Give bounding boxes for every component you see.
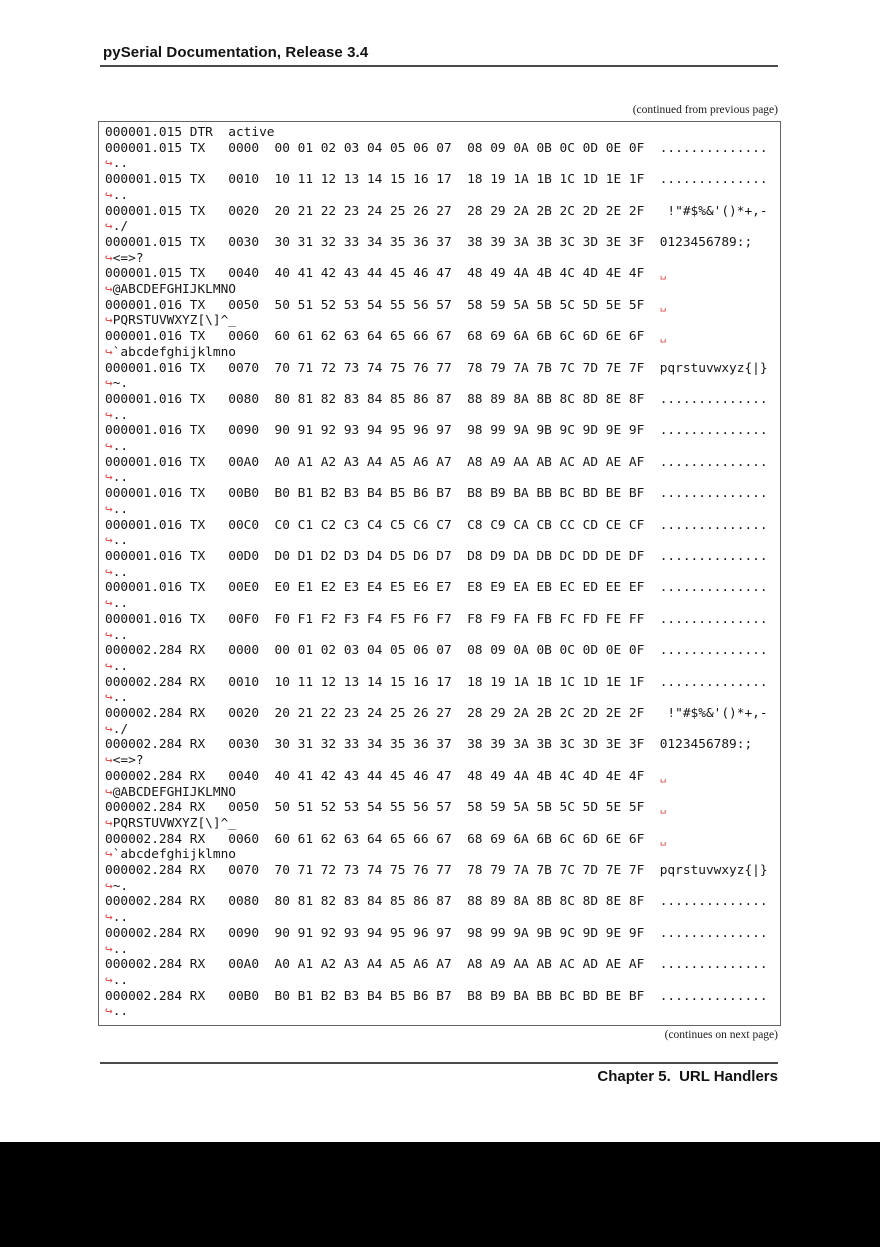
code-wrap-text: .. [112, 533, 129, 549]
continued-from-previous-page-note: (continued from previous page) [632, 104, 778, 116]
code-wrap-line [105, 376, 780, 392]
code-wrap-text: .. [112, 439, 129, 455]
code-line [105, 518, 780, 534]
line-wrap-arrow-icon: ↪ [105, 847, 113, 863]
code-line [105, 125, 780, 141]
code-line [105, 926, 780, 942]
line-wrap-arrow-icon: ↪ [105, 282, 113, 298]
header-rule [100, 65, 778, 67]
code-line [105, 235, 780, 251]
code-line-text: 000001.015 TX 0000 00 01 02 03 04 05 06 07 08 09 0A 0B 0C 0D 0E 0F .............. [105, 140, 768, 156]
code-line [105, 612, 780, 628]
code-line-text: 000001.015 TX 0020 20 21 22 23 24 25 26 27 28 29 2A 2B 2C 2D 2E 2F !"#$%&'()*+,- [105, 203, 768, 219]
code-wrap-line [105, 847, 780, 863]
line-wrap-arrow-icon: ↪ [105, 533, 113, 549]
line-wrap-arrow-icon: ↪ [105, 187, 113, 203]
visible-space-marker-icon: ␣ [659, 330, 667, 344]
code-line [105, 361, 780, 377]
code-line [105, 832, 780, 848]
code-wrap-line [105, 219, 780, 235]
code-wrap-line [105, 188, 780, 204]
code-line [105, 800, 780, 816]
visible-space-marker-icon: ␣ [659, 832, 667, 846]
code-line-text: 000001.016 TX 0060 60 61 62 63 64 65 66 67 68 69 6A 6B 6C 6D 6E 6F [105, 329, 660, 345]
code-wrap-line [105, 910, 780, 926]
code-wrap-text: PQRSTUVWXYZ[\]^_ [112, 313, 236, 329]
code-line [105, 643, 780, 659]
line-wrap-arrow-icon: ↪ [105, 596, 113, 612]
code-wrap-text: .. [112, 690, 129, 706]
chapter-footer-label: Chapter 5. URL Handlers [597, 1068, 778, 1085]
code-wrap-text: <=>? [112, 753, 144, 769]
code-wrap-line [105, 785, 780, 801]
code-wrap-text: .. [112, 972, 129, 988]
code-line-text: 000001.016 TX 00D0 D0 D1 D2 D3 D4 D5 D6 D7 D8 D9 DA DB DC DD DE DF .............. [105, 548, 768, 564]
code-line [105, 706, 780, 722]
code-line [105, 486, 780, 502]
code-line-text: 000001.015 DTR active [105, 125, 275, 140]
code-line-text: 000002.284 RX 0090 90 91 92 93 94 95 96 97 98 99 9A 9B 9C 9D 9E 9F .............. [105, 925, 768, 941]
line-wrap-arrow-icon: ↪ [105, 313, 113, 329]
line-wrap-arrow-icon: ↪ [105, 470, 113, 486]
code-line [105, 423, 780, 439]
line-wrap-arrow-icon: ↪ [105, 721, 113, 737]
code-wrap-text: .. [112, 564, 129, 580]
code-wrap-line [105, 973, 780, 989]
code-line [105, 204, 780, 220]
line-wrap-arrow-icon: ↪ [105, 250, 113, 266]
line-wrap-arrow-icon: ↪ [105, 658, 113, 674]
code-wrap-line [105, 313, 780, 329]
code-wrap-line [105, 816, 780, 832]
line-wrap-arrow-icon: ↪ [105, 439, 113, 455]
line-wrap-arrow-icon: ↪ [105, 627, 113, 643]
code-line-text: 000001.015 TX 0030 30 31 32 33 34 35 36 37 38 39 3A 3B 3C 3D 3E 3F 0123456789:; [105, 234, 753, 250]
code-line [105, 172, 780, 188]
code-wrap-text: ./ [112, 219, 129, 235]
code-line-text: 000001.015 TX 0040 40 41 42 43 44 45 46 47 48 49 4A 4B 4C 4D 4E 4F [105, 266, 660, 282]
code-wrap-line [105, 345, 780, 361]
code-wrap-text: ~. [112, 878, 129, 894]
code-line [105, 141, 780, 157]
line-wrap-arrow-icon: ↪ [105, 878, 113, 894]
code-line-text: 000001.016 TX 00A0 A0 A1 A2 A3 A4 A5 A6 A7 A8 A9 AA AB AC AD AE AF .............. [105, 454, 768, 470]
code-wrap-text: .. [112, 407, 129, 423]
code-wrap-text: .. [112, 1004, 129, 1020]
code-line [105, 455, 780, 471]
line-wrap-arrow-icon: ↪ [105, 564, 113, 580]
code-line-text: 000002.284 RX 0080 80 81 82 83 84 85 86 87 88 89 8A 8B 8C 8D 8E 8F .............. [105, 894, 768, 910]
code-wrap-line [105, 659, 780, 675]
code-wrap-text: PQRSTUVWXYZ[\]^_ [112, 815, 236, 831]
visible-space-marker-icon: ␣ [659, 769, 667, 783]
code-wrap-text: <=>? [112, 250, 144, 266]
code-line [105, 549, 780, 565]
code-wrap-text: .. [112, 596, 129, 612]
code-line [105, 957, 780, 973]
code-wrap-text: .. [112, 658, 129, 674]
code-line [105, 737, 780, 753]
code-line-text: 000002.284 RX 0020 20 21 22 23 24 25 26 27 28 29 2A 2B 2C 2D 2E 2F !"#$%&'()*+,- [105, 706, 768, 722]
code-wrap-line [105, 722, 780, 738]
code-line [105, 894, 780, 910]
code-line-text: 000002.284 RX 0060 60 61 62 63 64 65 66 67 68 69 6A 6B 6C 6D 6E 6F [105, 831, 660, 847]
code-wrap-text: .. [112, 501, 129, 517]
code-wrap-text: .. [112, 470, 129, 486]
code-wrap-line [105, 470, 780, 486]
code-line [105, 392, 780, 408]
line-wrap-arrow-icon: ↪ [105, 219, 113, 235]
code-line-text: 000002.284 RX 00B0 B0 B1 B2 B3 B4 B5 B6 B7 B8 B9 BA BB BC BD BE BF .............. [105, 988, 768, 1004]
code-wrap-text: .. [112, 187, 129, 203]
code-wrap-line [105, 1004, 780, 1020]
code-line-text: 000001.016 TX 0090 90 91 92 93 94 95 96 97 98 99 9A 9B 9C 9D 9E 9F .............. [105, 423, 768, 439]
code-line-text: 000001.016 TX 00F0 F0 F1 F2 F3 F4 F5 F6 F7 F8 F9 FA FB FC FD FE FF .............. [105, 611, 768, 627]
code-line [105, 329, 780, 345]
code-line-text: 000001.016 TX 0070 70 71 72 73 74 75 76 77 78 79 7A 7B 7C 7D 7E 7F pqrstuvwxyz{|} [105, 360, 768, 376]
line-wrap-arrow-icon: ↪ [105, 344, 113, 360]
code-line [105, 298, 780, 314]
line-wrap-arrow-icon: ↪ [105, 407, 113, 423]
code-line-text: 000002.284 RX 0070 70 71 72 73 74 75 76 77 78 79 7A 7B 7C 7D 7E 7F pqrstuvwxyz{|} [105, 863, 768, 879]
line-wrap-arrow-icon: ↪ [105, 156, 113, 172]
code-wrap-line [105, 408, 780, 424]
line-wrap-arrow-icon: ↪ [105, 501, 113, 517]
line-wrap-arrow-icon: ↪ [105, 784, 113, 800]
code-wrap-line [105, 942, 780, 958]
code-line [105, 266, 780, 282]
code-wrap-line [105, 596, 780, 612]
code-wrap-text: .. [112, 910, 129, 926]
code-line-text: 000002.284 RX 0030 30 31 32 33 34 35 36 37 38 39 3A 3B 3C 3D 3E 3F 0123456789:; [105, 737, 753, 753]
footer-rule [100, 1062, 778, 1064]
line-wrap-arrow-icon: ↪ [105, 815, 113, 831]
code-wrap-text: `abcdefghijklmno [112, 344, 236, 360]
code-wrap-line [105, 879, 780, 895]
code-line-text: 000002.284 RX 0000 00 01 02 03 04 05 06 07 08 09 0A 0B 0C 0D 0E 0F .............. [105, 643, 768, 659]
code-wrap-text: .. [112, 627, 129, 643]
visible-space-marker-icon: ␣ [659, 298, 667, 312]
line-wrap-arrow-icon: ↪ [105, 910, 113, 926]
code-wrap-text: ./ [112, 721, 129, 737]
continues-on-next-page-note: (continues on next page) [664, 1029, 778, 1041]
code-line-text: 000002.284 RX 0040 40 41 42 43 44 45 46 47 48 49 4A 4B 4C 4D 4E 4F [105, 768, 660, 784]
code-wrap-text: .. [112, 156, 129, 172]
line-wrap-arrow-icon: ↪ [105, 690, 113, 706]
code-line [105, 675, 780, 691]
code-wrap-line [105, 282, 780, 298]
code-line-text: 000002.284 RX 0050 50 51 52 53 54 55 56 57 58 59 5A 5B 5C 5D 5E 5F [105, 800, 660, 816]
hexdump-code-block [98, 121, 781, 1026]
code-line-text: 000001.016 TX 0050 50 51 52 53 54 55 56 57 58 59 5A 5B 5C 5D 5E 5F [105, 297, 660, 313]
code-line-text: 000001.016 TX 00B0 B0 B1 B2 B3 B4 B5 B6 B7 B8 B9 BA BB BC BD BE BF .............. [105, 486, 768, 502]
visible-space-marker-icon: ␣ [659, 267, 667, 281]
page-header-title: pySerial Documentation, Release 3.4 [103, 44, 369, 61]
code-wrap-line [105, 690, 780, 706]
line-wrap-arrow-icon: ↪ [105, 972, 113, 988]
code-line-text: 000001.015 TX 0010 10 11 12 13 14 15 16 17 18 19 1A 1B 1C 1D 1E 1F .............. [105, 172, 768, 188]
line-wrap-arrow-icon: ↪ [105, 1004, 113, 1020]
code-line-text: 000002.284 RX 0010 10 11 12 13 14 15 16 17 18 19 1A 1B 1C 1D 1E 1F .............. [105, 674, 768, 690]
code-wrap-line [105, 628, 780, 644]
code-wrap-text: @ABCDEFGHIJKLMNO [112, 282, 236, 298]
line-wrap-arrow-icon: ↪ [105, 941, 113, 957]
visible-space-marker-icon: ␣ [659, 801, 667, 815]
code-line-text: 000002.284 RX 00A0 A0 A1 A2 A3 A4 A5 A6 A7 A8 A9 AA AB AC AD AE AF .............. [105, 957, 768, 973]
code-wrap-line [105, 251, 780, 267]
code-line-text: 000001.016 TX 0080 80 81 82 83 84 85 86 87 88 89 8A 8B 8C 8D 8E 8F .............. [105, 391, 768, 407]
code-wrap-line [105, 439, 780, 455]
line-wrap-arrow-icon: ↪ [105, 753, 113, 769]
code-wrap-line [105, 156, 780, 172]
code-wrap-text: .. [112, 941, 129, 957]
code-wrap-text: `abcdefghijklmno [112, 847, 236, 863]
code-line-text: 000001.016 TX 00E0 E0 E1 E2 E3 E4 E5 E6 E7 E8 E9 EA EB EC ED EE EF .............. [105, 580, 768, 596]
line-wrap-arrow-icon: ↪ [105, 376, 113, 392]
code-wrap-line [105, 533, 780, 549]
code-wrap-text: ~. [112, 376, 129, 392]
code-wrap-line [105, 753, 780, 769]
code-line [105, 989, 780, 1005]
code-line-text: 000001.016 TX 00C0 C0 C1 C2 C3 C4 C5 C6 C7 C8 C9 CA CB CC CD CE CF .............. [105, 517, 768, 533]
code-line [105, 580, 780, 596]
code-wrap-line [105, 502, 780, 518]
code-wrap-line [105, 565, 780, 581]
code-line [105, 863, 780, 879]
code-wrap-text: @ABCDEFGHIJKLMNO [112, 784, 236, 800]
code-line [105, 769, 780, 785]
